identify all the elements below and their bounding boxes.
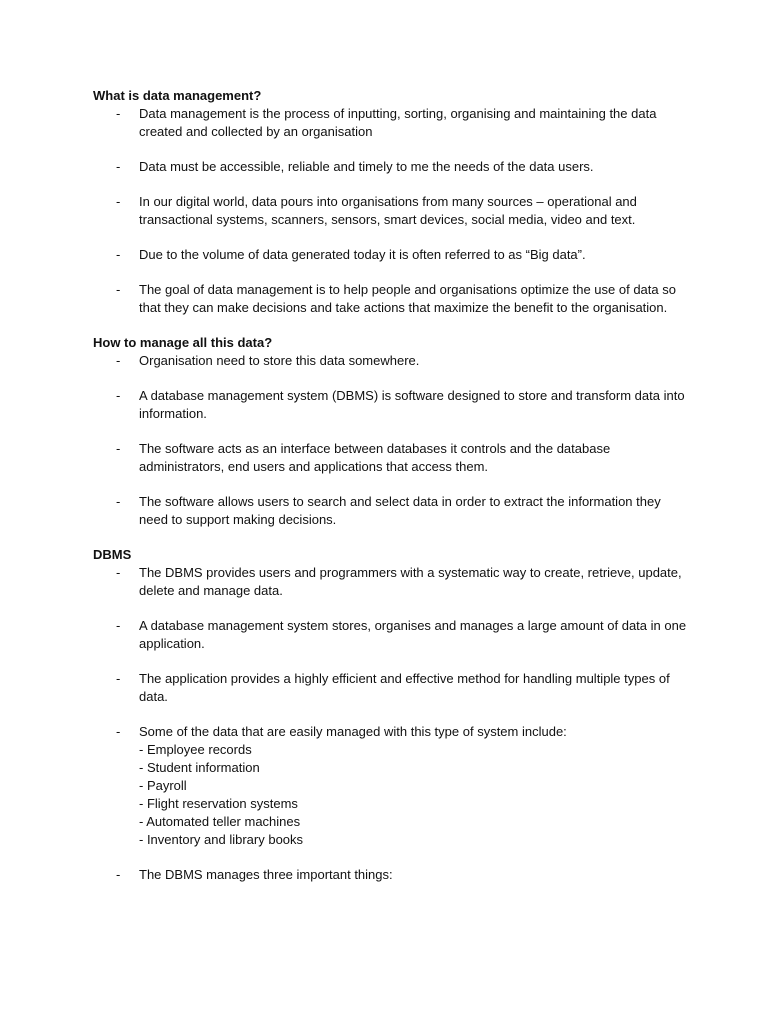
list-item: [93, 352, 693, 370]
sub-list-item: - Flight reservation systems: [139, 796, 298, 811]
bullet-text: Due to the volume of data generated today it is often referred to as “Big data”.: [139, 247, 586, 262]
section-dbms: [93, 546, 693, 884]
sub-list-item: - Employee records: [139, 742, 252, 757]
list-item: [93, 158, 693, 176]
list-item: [93, 866, 693, 884]
bullet-dash: -: [116, 388, 121, 403]
bullet-dash: -: [116, 159, 121, 174]
list-item: [93, 105, 693, 141]
bullet-text: The software allows users to search and select data in order to extract the information they need to support making decisions.: [139, 494, 661, 527]
bullet-dash: -: [116, 282, 121, 297]
list-item: [93, 193, 693, 229]
sub-list-item: - Automated teller machines: [139, 814, 301, 829]
bullet-list: [93, 352, 693, 529]
bullet-dash: -: [116, 441, 121, 456]
list-item: [93, 246, 693, 264]
list-item: [93, 493, 693, 529]
bullet-text: In our digital world, data pours into organisations from many sources – operational and transactional systems, scanners, sensors, smart devices, social media, video and text.: [139, 194, 637, 227]
section-heading: How to manage all this data?: [93, 335, 273, 350]
list-item: [93, 670, 693, 706]
sub-list-item: - Inventory and library books: [139, 832, 304, 847]
bullet-dash: -: [116, 867, 121, 882]
list-item: [93, 387, 693, 423]
list-item: [93, 564, 693, 600]
bullet-text: Organisation need to store this data somewhere.: [139, 353, 420, 368]
section-how-to-manage-data: [93, 334, 693, 529]
sub-list-item: - Payroll: [139, 778, 187, 793]
bullet-dash: -: [116, 618, 121, 633]
bullet-text: The DBMS provides users and programmers with a systematic way to create, retrieve, update, delete and manage data.: [139, 565, 682, 598]
bullet-dash: -: [116, 565, 121, 580]
bullet-list: [93, 105, 693, 317]
bullet-text: Data must be accessible, reliable and timely to me the needs of the data users.: [139, 159, 594, 174]
list-item: [93, 440, 693, 476]
section-what-is-data-management: [93, 87, 693, 317]
bullet-dash: -: [116, 106, 121, 121]
document-content: [93, 87, 693, 901]
bullet-dash: -: [116, 671, 121, 686]
list-item: [93, 617, 693, 653]
bullet-text: Data management is the process of inputting, sorting, organising and maintaining the data created and collected by an organisation: [139, 106, 657, 139]
bullet-text: The DBMS manages three important things:: [139, 867, 393, 882]
bullet-dash: -: [116, 194, 121, 209]
bullet-list: [93, 564, 693, 884]
sub-list: [139, 741, 693, 849]
bullet-text: The goal of data management is to help people and organisations optimize the use of data so that they can make decisions and take actions that maximize the benefit to the organisation.: [139, 282, 676, 315]
bullet-dash: -: [116, 353, 121, 368]
bullet-text: A database management system stores, organises and manages a large amount of data in one application.: [139, 618, 687, 651]
list-item: [93, 281, 693, 317]
section-heading: What is data management?: [93, 88, 262, 103]
bullet-dash: -: [116, 247, 121, 262]
list-item: [93, 723, 693, 849]
bullet-dash: -: [116, 494, 121, 509]
bullet-text: A database management system (DBMS) is software designed to store and transform data into information.: [139, 388, 685, 421]
bullet-text: The application provides a highly efficient and effective method for handling multiple types of data.: [139, 671, 670, 704]
bullet-text: Some of the data that are easily managed with this type of system include:: [139, 724, 567, 739]
sub-list-item: - Student information: [139, 760, 260, 775]
bullet-dash: -: [116, 724, 121, 739]
section-heading: DBMS: [93, 547, 132, 562]
bullet-text: The software acts as an interface between databases it controls and the database administrators, end users and applications that access them.: [139, 441, 611, 474]
